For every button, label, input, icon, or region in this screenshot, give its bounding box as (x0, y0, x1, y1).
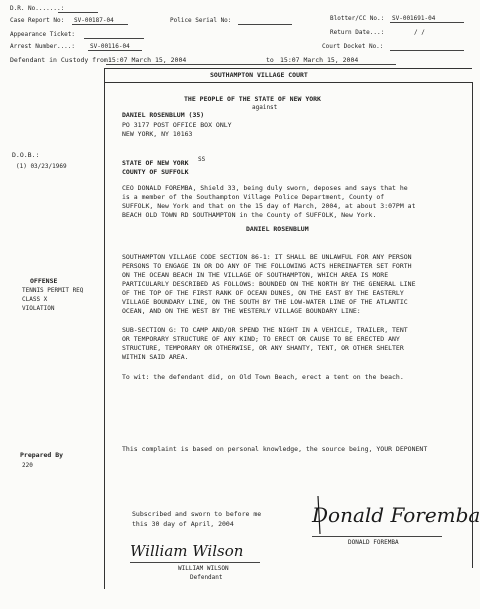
code-line: ON THE OCEAN BEACH IN THE VILLAGE OF SOUTHAMPTON, WHICH AREA IS MORE (122, 271, 389, 279)
officer-signature (308, 488, 480, 538)
deposition-line: BEACH OLD TOWN RD SOUTHAMPTON in the County of SUFFOLK, New York. (122, 211, 377, 219)
blotter-label: Blotter/CC No.: (330, 15, 385, 22)
subsection-line: WITHIN SAID AREA. (122, 353, 189, 361)
prepared-by-value: 220 (22, 462, 33, 469)
police-serial-underline (238, 24, 292, 25)
court-bottom-rule (104, 82, 472, 83)
witness-signature-text: William Wilson (130, 542, 244, 560)
custody-to-label: to (266, 56, 274, 64)
code-line: PARTICULARLY DESCRIBED AS FOLLOWS: BOUNDED ON THE NORTH BY THE GENERAL LINE (122, 280, 416, 288)
venue-state: STATE OF NEW YORK (122, 159, 189, 167)
venue-ss: SS (198, 156, 206, 163)
custody-from: 15:07 March 15, 2004 (108, 56, 187, 64)
offense-line-1: TENNIS PERMIT REQ (22, 287, 84, 294)
case-report-value: SV-00187-04 (74, 17, 114, 24)
to-wit-statement: To wit: the defendant did, on Old Town Beach, erect a tent on the beach. (122, 373, 404, 381)
code-line: OF THE TOP OF THE FIRST RANK OF OCEAN DUNES, ON THE EAST BY THE EASTERLY (122, 289, 404, 297)
dr-underline (58, 12, 98, 13)
right-column-border (472, 82, 473, 568)
sworn-line-1: Subscribed and sworn to before me (132, 510, 262, 518)
code-line: SOUTHAMPTON VILLAGE CODE SECTION 86-1: IT SHALL BE UNLAWFUL FOR ANY PERSON (122, 253, 412, 261)
offense-heading: OFFENSE (30, 277, 58, 285)
custody-underline (106, 64, 396, 65)
knowledge-statement: This complaint is based on personal knowledge, the source being, YOUR DEPONENT (122, 445, 428, 453)
subsection-line: OR TEMPORARY STRUCTURE OF ANY KIND; TO ERECT OR CAUSE TO BE ERECTED ANY (122, 335, 400, 343)
return-label: Return Date...: (330, 29, 385, 36)
court-docket-underline (390, 50, 464, 51)
appearance-underline (84, 38, 144, 39)
deposition-line: is a member of the Southampton Village Police Department, County of (122, 193, 385, 201)
defendant-address-1: PO 3177 POST OFFICE BOX ONLY (122, 121, 232, 129)
witness-signature (128, 536, 278, 564)
custody-to: 15:07 March 15, 2004 (280, 56, 359, 64)
court-docket-label: Court Docket No.: (322, 43, 384, 50)
officer-signature-text: Donald Foremba (312, 503, 480, 527)
blotter-underline (390, 22, 464, 23)
prepared-by-label: Prepared By (20, 451, 64, 459)
police-serial-label: Police Serial No: (170, 17, 232, 24)
officer-signature-line (312, 536, 442, 537)
venue-county: COUNTY OF SUFFOLK (122, 168, 189, 176)
dob-value: (1) 03/23/1969 (16, 163, 67, 170)
offense-line-2: CLASS X (22, 296, 48, 303)
against-label: against (252, 104, 278, 111)
defendant-address-2: NEW YORK, NY 10163 (122, 130, 193, 138)
arrest-value: SV-00116-04 (90, 43, 130, 50)
code-line: VILLAGE BOUNDARY LINE, ON THE SOUTH BY THE LOW-WATER LINE OF THE ATLANTIC (122, 298, 408, 306)
offense-line-3: VIOLATION (22, 305, 55, 312)
left-column-border (104, 68, 105, 589)
witness-title: Defendant (190, 574, 223, 581)
appearance-label: Appearance Ticket: (10, 31, 76, 38)
case-report-underline (72, 24, 128, 25)
defendant-name: DANIEL ROSENBLUM (35) (122, 111, 205, 119)
arrest-label: Arrest Number....: (10, 43, 76, 50)
arrest-underline (88, 50, 142, 51)
custody-label: Defendant in Custody from: (10, 56, 112, 64)
court-top-rule (104, 68, 472, 69)
subsection-line: STRUCTURE, TEMPORARY OR OTHERWISE, OR ANY SHANTY, TENT, OR OTHER SHELTER (122, 344, 404, 352)
sworn-line-2: this 30 day of April, 2004 (132, 520, 234, 528)
witness-name: WILLIAM WILSON (178, 565, 229, 572)
witness-signature-line (130, 562, 260, 563)
code-line: OCEAN, AND ON THE WEST BY THE WESTERLY VILLAGE BOUNDARY LINE: (122, 307, 361, 315)
blotter-value: SV-001691-04 (392, 15, 436, 22)
dr-label: D.R. No.......: (10, 5, 65, 12)
deposition-line: SUFFOLK, New York and that on the 15 day of March, 2004, at about 3:07PM at (122, 202, 416, 210)
deposition-line: CEO DONALD FOREMBA, Shield 33, being duly sworn, deposes and says that he (122, 184, 408, 192)
subsection-line: SUB-SECTION G: TO CAMP AND/OR SPEND THE NIGHT IN A VEHICLE, TRAILER, TENT (122, 326, 408, 334)
dob-label: D.O.B.: (12, 151, 40, 159)
return-value: / / (414, 29, 425, 36)
case-report-label: Case Report No: (10, 17, 65, 24)
officer-name: DONALD FOREMBA (348, 539, 399, 546)
case-title: THE PEOPLE OF THE STATE OF NEW YORK (184, 95, 321, 103)
court-name: SOUTHAMPTON VILLAGE COURT (210, 71, 308, 79)
defendant-caps: DANIEL ROSENBLUM (246, 225, 309, 233)
code-line: PERSONS TO ENGAGE IN OR DO ANY OF THE FOLLOWING ACTS HEREINAFTER SET FORTH (122, 262, 412, 270)
